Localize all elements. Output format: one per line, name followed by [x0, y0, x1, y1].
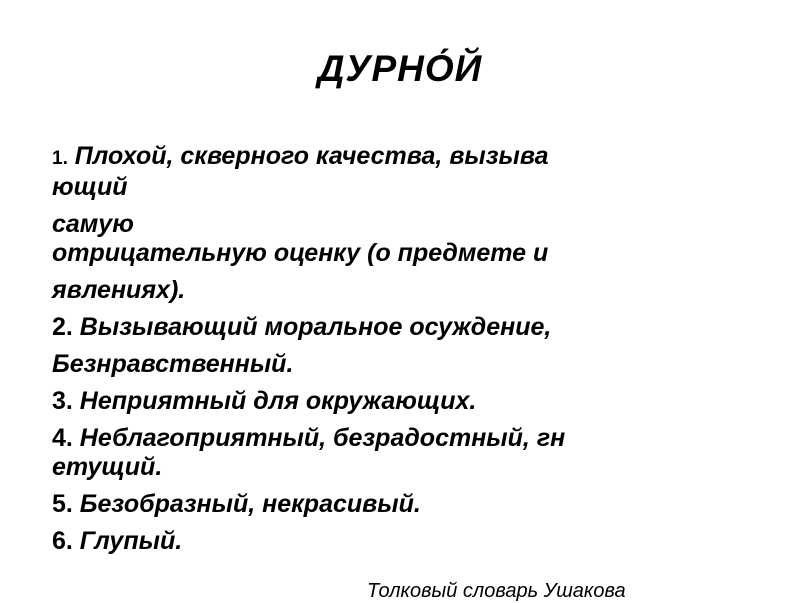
- definition-number: 6.: [52, 527, 73, 555]
- definition-text: ющий: [52, 173, 128, 201]
- definition-item-1: [52, 142, 752, 305]
- definition-number: 3.: [52, 387, 73, 415]
- definition-text: Вызывающий моральное осуждение,: [72, 313, 552, 341]
- definition-text: Безнравственный.: [52, 350, 294, 378]
- definition-text: етущий.: [52, 453, 163, 481]
- definition-number: 5.: [52, 490, 73, 518]
- definition-list: [52, 142, 752, 556]
- definition-number: 2.: [52, 313, 73, 341]
- definition-item-6: [52, 527, 752, 556]
- definition-text: Глупый.: [72, 527, 183, 555]
- definition-item-4: [52, 424, 752, 482]
- definition-item-5: [52, 490, 752, 519]
- definition-text: Неблагоприятный, безрадостный, гн: [72, 424, 566, 452]
- definition-number: 1.: [52, 148, 68, 169]
- definition-text: Неприятный для окружающих.: [72, 387, 477, 415]
- source-credit: Толковый словарь Ушакова: [367, 580, 626, 602]
- definition-text: явлениях).: [52, 276, 186, 304]
- definition-item-3: [52, 387, 752, 416]
- definition-number: 4.: [52, 424, 73, 452]
- page-title: ДУРНО́Й: [317, 48, 483, 89]
- definition-text: Безобразный, некрасивый.: [72, 490, 421, 518]
- definition-text: самую: [52, 210, 134, 238]
- definition-item-2: [52, 313, 752, 379]
- definition-text: отрицательную оценку (о предмете и: [52, 239, 549, 267]
- definition-text: Плохой, скверного качества, вызыва: [67, 142, 549, 170]
